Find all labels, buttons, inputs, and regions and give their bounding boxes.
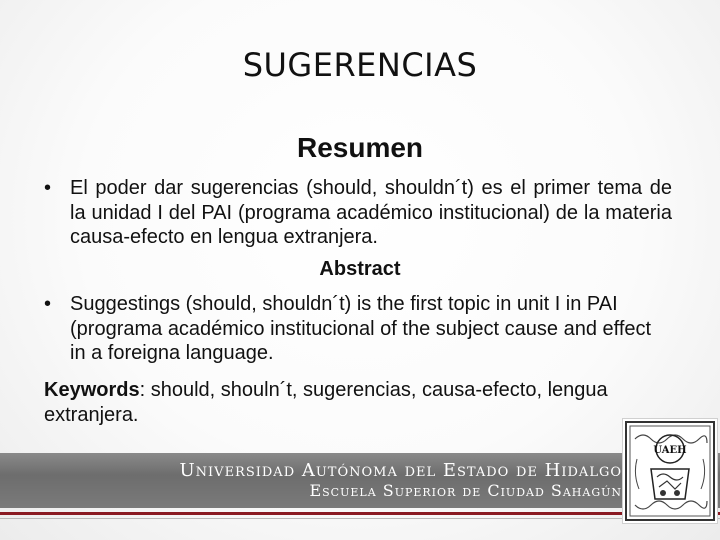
summary-text: El poder dar sugerencias (should, shouldn´t) es el primer tema de la unidad I del PAI (programa académico institucional) de la materia causa-efecto en lengua extranjera.: [70, 177, 672, 248]
slide-title: SUGERENCIAS: [242, 46, 478, 84]
keywords-label: Keywords: [44, 379, 140, 401]
keywords-text: : should, shouln´t, sugerencias, causa-efecto, lengua extranjera.: [44, 379, 608, 426]
school-name: Escuela Superior de Ciudad Sahagún: [309, 481, 622, 500]
university-name-block: [180, 460, 623, 500]
abstract-bullet: [44, 292, 672, 366]
summary-bullet: [44, 176, 672, 250]
footer-divider: [0, 518, 720, 519]
university-seal-logo: [622, 418, 718, 524]
abstract-text: Suggestings (should, shouldn´t) is the first topic in unit I in PAI (programa académico institucional of the subject cause and effect in a foreigna language.: [70, 293, 652, 364]
svg-text:UAEH: UAEH: [653, 445, 687, 456]
summary-heading: Resumen: [296, 132, 424, 163]
footer-accent-line: [0, 512, 720, 515]
bullet-dot: •: [44, 177, 52, 199]
keywords-line: [44, 378, 672, 427]
seal-icon: [623, 419, 717, 523]
bullet-dot: •: [44, 293, 52, 315]
abstract-heading: Abstract: [319, 258, 401, 280]
university-name: Universidad Autónoma del Estado de Hidalgo: [179, 460, 622, 481]
